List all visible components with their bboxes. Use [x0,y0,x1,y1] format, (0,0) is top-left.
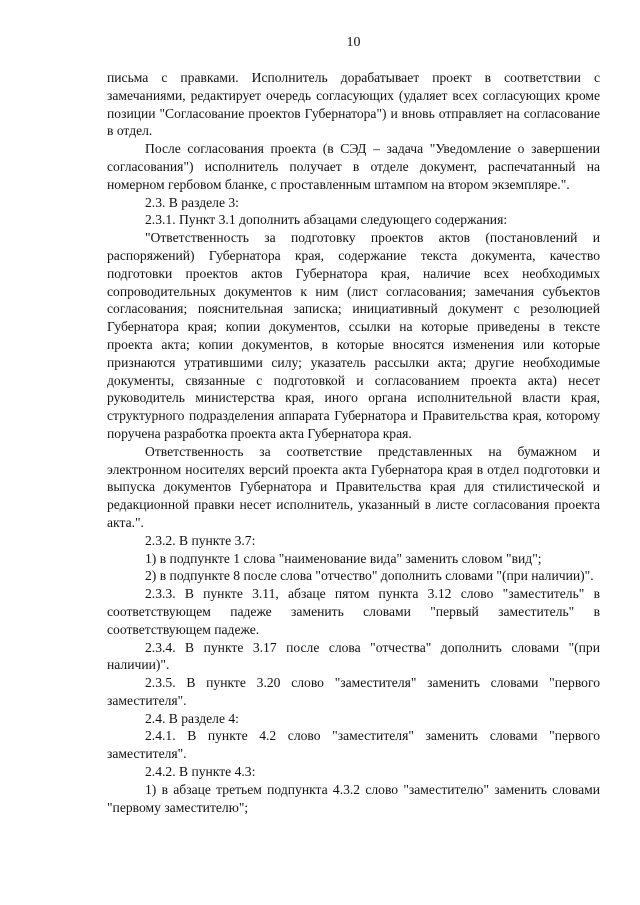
paragraph: 2) в подпункте 8 после слова "отчество" дополнить словами "(при наличии)". [145,568,594,584]
paragraph: 2.3.2. В пункте 3.7: [145,532,256,548]
paragraph: 2.3.5. В пункте 3.20 слово "заместителя" заменить словами "первого заместителя". [107,675,600,708]
paragraph: 1) в абзаце третьем подпункта 4.3.2 слово "заместителю" заменить словами "первому заместителю"; [107,781,600,815]
paragraph: письма с правками. Исполнитель дорабатывает проект в соответствии с замечаниями, редактирует очередь согласующих (удаляет всех согласующих кроме позиции "Согласование проектов Губернатора") и вновь отправляет на согласование в отдел. [107,70,600,139]
paragraph: После согласования проекта (в СЭД – задача "Уведомление о завершении согласования") исполнитель получает в отделе документ, распечатанный на номерном гербовом бланке, с проставленным штампом на втором экземпляре.". [107,141,600,192]
paragraph: 2.3.4. В пункте 3.17 после слова "отчества" дополнить словами "(при наличии)". [107,639,600,673]
page-number: 10 [346,35,361,50]
paragraph: "Ответственность за подготовку проектов актов (постановлений и распоряжений) Губернатора края, содержание текста документа, качество подготовки проектов актов Губернатора края, наличие всех необходимых сопроводительных документов к ним (лист согласования; замечания субъектов согласования; пояснительная записка; инициативный документ с резолюцией Губернатора края; копии документов, ссылки на которые приведены в тексте проекта акта; копии документов, в которые вносятся изменения или которые признаются утратившими силу; указатель рассылки акта; другие необходимые документы, связанные с подготовкой и согласованием проекта акта) несет руководитель министерства края, иного органа исполнительной власти края, структурного подразделения аппарата Губернатора и Правительства края, которому поручена разработка проекта акта Губернатора края. [107,230,600,441]
paragraph: 2.4.1. В пункте 4.2 слово "заместителя" заменить словами "первого заместителя". [107,728,600,762]
paragraph: 2.3.1. Пункт 3.1 дополнить абзацами следующего содержания: [145,212,508,228]
paragraph: 2.4.2. В пункте 4.3: [145,764,256,780]
section-heading: 2.4. В разделе 4: [145,710,239,726]
paragraph: 2.3.3. В пункте 3.11, абзаце пятом пункта 3.12 слово "заместитель" в соответствующем падеже заменить словами "первый заместитель" в соответствующем падеже. [107,586,600,637]
paragraph: Ответственность за соответствие представленных на бумажном и электронном носителях версий проекта акта Губернатора края в отдел подготовки и выпуска документов Губернатора и Правительства края для стилистической и редакционной правки несет исполнитель, указанный в листе согласования проекта акта.". [107,443,600,530]
section-heading: 2.3. В разделе 3: [145,194,239,210]
document-body [107,69,600,816]
paragraph: 1) в подпункте 1 слова "наименование вида" заменить словом "вид"; [145,550,542,566]
